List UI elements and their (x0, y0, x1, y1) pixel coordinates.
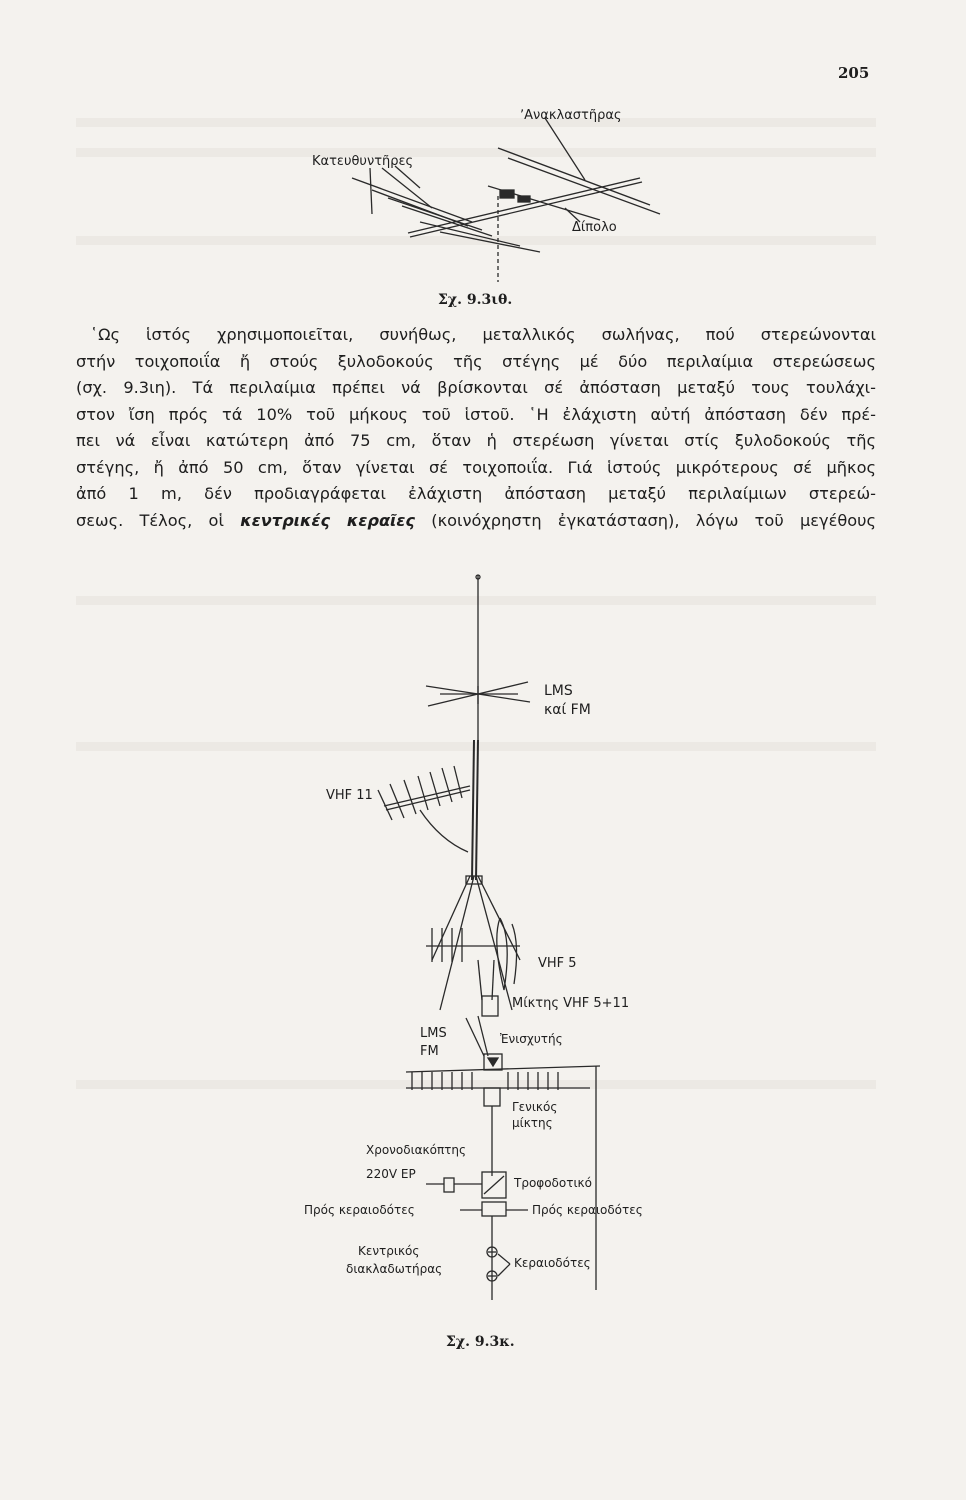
central-splitter-box (482, 1202, 506, 1216)
vhf-mixer-box (482, 996, 498, 1016)
text-line: στον ἴση πρός τά 10% τοῦ μήκους τοῦ ἱστοῦ. ῾Η ἐλάχιστη αὐτή ἀπόσταση δέν πρέ- (76, 404, 876, 424)
mast (472, 740, 474, 880)
central-splitter-label-2: διακλαδωτήρας (346, 1262, 443, 1276)
central-antenna-figure (0, 560, 966, 1320)
emphasis-term: κεντρικές κεραῖες (240, 510, 415, 530)
power-label: 220V ΕΡ (366, 1167, 416, 1181)
vhf5-label: VHF 5 (538, 956, 577, 971)
roof-line (406, 1066, 600, 1072)
text-line-last (76, 508, 876, 535)
text-line: ἀπό 1 m, δέν προδιαγράφεται ἐλάχιστη ἀπόσταση μεταξύ περιλαίμιων στερεώ- (76, 484, 876, 503)
general-mixer-box (484, 1088, 500, 1106)
text-line: στέγης, ἤ ἀπό 50 cm, ὅταν γίνεται σέ τοιχοποιΐα. Γιά ἱστούς μικρότερους σέ μῆκος (76, 457, 876, 477)
reflector-label: ʼΑνακλαστῆρας (520, 108, 622, 123)
vhf11-label: VHF 11 (326, 788, 373, 803)
text-line: (σχ. 9.3ιη). Τά περιλαίμια πρέπει νά βρίσκονται σέ ἀπόσταση μεταξύ τους τουλάχι- (76, 378, 876, 397)
vhf5-dipole (497, 918, 507, 990)
text-line: πει νά εἶναι κατώτερη ἀπό 75 cm, ὅταν ἡ στερέωση γίνεται στίς ξυλοδοκούς τῆς (76, 431, 876, 450)
text-line: σεως. Τέλος, οἱ (76, 510, 241, 530)
to-receivers-left-label: Πρός κεραιοδότες (304, 1203, 415, 1217)
figure-caption-bottom: Σχ. 9.3κ. (446, 1334, 515, 1350)
lms-fm-mid-label: LMS (420, 1026, 447, 1041)
power-supply-label: Τροφοδοτικό (514, 1176, 592, 1190)
amplifier-label: Ἐνισχυτής (500, 1032, 563, 1046)
dipole-label: Δίπολο (572, 220, 617, 235)
vhf11-boom (384, 786, 470, 806)
antenna-outlets-label: Κεραιοδότες (514, 1256, 591, 1270)
body-paragraph (76, 322, 876, 534)
timer-box (444, 1178, 454, 1192)
timer-label: Χρονοδιακόπτης (366, 1143, 467, 1157)
general-mixer-label-2: μίκτης (512, 1116, 553, 1130)
directors-label: Κατευθυντῆρες (312, 154, 414, 169)
lms-fm-label: LMS (544, 683, 573, 699)
dipole-feed (500, 190, 514, 198)
text-line: ῾Ως ἱστός χρησιμοποιεῖται, συνήθως, μεταλλικός σωλήνας, πού στερεώνονται (90, 325, 876, 344)
vhf-mixer-label: Μίκτης VHF 5+11 (512, 996, 630, 1011)
lms-fm-label-2: καί FM (544, 702, 591, 718)
yagi-antenna-figure (0, 0, 966, 320)
lms-fm-mid-label-2: FM (420, 1044, 439, 1059)
text-line-tail: (κοινόχρηστη ἐγκατάσταση), λόγω τοῦ μεγέθους (414, 510, 877, 530)
page-number: 205 (838, 64, 870, 82)
central-splitter-label: Κεντρικός (358, 1244, 420, 1258)
director-element (352, 178, 472, 222)
text-line: στήν τοιχοποιΐα ἤ στούς ξυλοδοκούς τῆς στέγης μέ δύο περιλαίμια στερεώσεως (76, 351, 876, 371)
to-receivers-right-label: Πρός κεραιοδότες (532, 1203, 643, 1217)
general-mixer-label: Γενικός (512, 1100, 558, 1114)
vhf11-cable (420, 810, 468, 852)
figure-caption-top: Σχ. 9.3ιθ. (438, 292, 513, 308)
guy-wire (432, 876, 470, 960)
